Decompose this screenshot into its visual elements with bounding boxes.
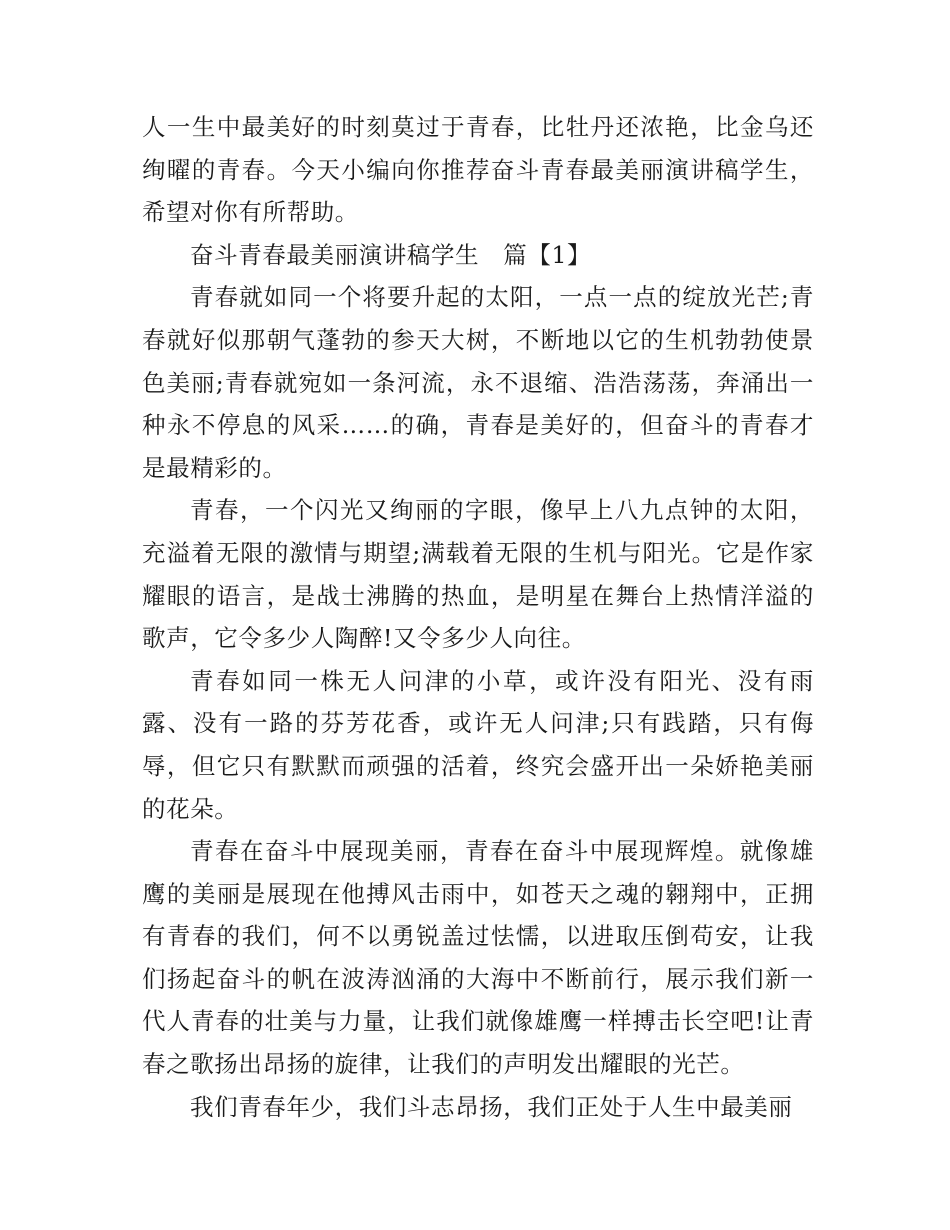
body-paragraph-2: 青春，一个闪光又绚丽的字眼，像早上八九点钟的太阳，充溢着无限的激情与期望;满载着无限的生机与阳光。它是作家耀眼的语言，是战士沸腾的热血，是明星在舞台上热情洋溢的歌声，它令多少人陶醉!又令多少人向往。 [142,496,814,653]
body-paragraph-4: 青春在奋斗中展现美丽，青春在奋斗中展现辉煌。就像雄鹰的美丽是展现在他搏风击雨中，如苍天之魂的翱翔中，正拥有青春的我们，何不以勇锐盖过怯懦，以进取压倒苟安，让我们扬起奋斗的帆在波涛汹涌的大海中不断前行，展示我们新一代人青春的壮美与力量，让我们就像雄鹰一样搏击长空吧!让青春之歌扬出昂扬的旋律，让我们的声明发出耀眼的光芒。 [142,837,814,1079]
body-paragraph-3: 青春如同一株无人问津的小草，或许没有阳光、没有雨露、没有一路的芬芳花香，或许无人问津;只有践踏，只有侮辱，但它只有默默而顽强的活着，终究会盛开出一朵娇艳美丽的花朵。 [142,666,814,823]
section-title: 奋斗青春最美丽演讲稿学生 篇【1】 [190,240,592,269]
body-paragraph-1: 青春就如同一个将要升起的太阳，一点一点的绽放光芒;青春就好似那朝气蓬勃的参天大树，不断地以它的生机勃勃使景色美丽;青春就宛如一条河流，永不退缩、浩浩荡荡，奔涌出一种永不停息的风采……的确，青春是美好的，但奋斗的青春才是最精彩的。 [142,283,814,482]
body-paragraph-5: 我们青春年少，我们斗志昂扬，我们正处于人生中最美丽 [190,1092,793,1121]
article-body [142,106,814,1128]
intro-paragraph: 人一生中最美好的时刻莫过于青春，比牡丹还浓艳，比金乌还绚曜的青春。今天小编向你推荐奋斗青春最美丽演讲稿学生，希望对你有所帮助。 [142,113,814,227]
